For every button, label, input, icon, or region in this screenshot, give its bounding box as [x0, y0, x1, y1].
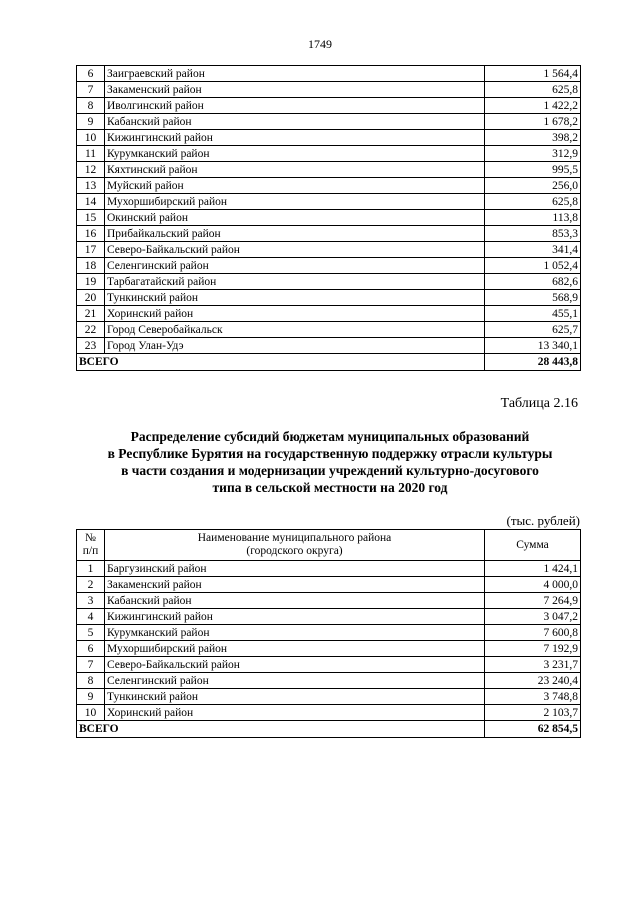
row-amount: 1 422,2 — [485, 98, 581, 114]
table-row — [77, 98, 581, 114]
row-district-name: Северо-Байкальский район — [105, 657, 485, 673]
row-number: 7 — [77, 657, 105, 673]
table-row — [77, 609, 581, 625]
title-line: типа в сельской местности на 2020 год — [212, 480, 448, 495]
table1-body — [77, 66, 581, 354]
row-amount: 13 340,1 — [485, 338, 581, 354]
title-line: Распределение субсидий бюджетам муниципальных образований — [130, 429, 530, 444]
row-amount: 995,5 — [485, 162, 581, 178]
row-district-name: Баргузинский район — [105, 561, 485, 577]
row-district-name: Селенгинский район — [105, 673, 485, 689]
row-district-name: Тарбагатайский район — [105, 274, 485, 290]
table-row — [77, 114, 581, 130]
header-name-line2: (городского округа) — [246, 545, 343, 557]
row-district-name: Селенгинский район — [105, 258, 485, 274]
table-row — [77, 561, 581, 577]
title-line: в Республике Бурятия на государственную поддержку отрасли культуры — [107, 446, 553, 461]
row-amount: 3 047,2 — [485, 609, 581, 625]
total-label: ВСЕГО — [77, 354, 485, 371]
row-number: 8 — [77, 673, 105, 689]
page-number: 1749 — [308, 37, 332, 51]
row-number: 15 — [77, 210, 105, 226]
row-amount: 398,2 — [485, 130, 581, 146]
row-district-name: Курумканский район — [105, 625, 485, 641]
row-amount: 256,0 — [485, 178, 581, 194]
row-district-name: Мухоршибирский район — [105, 641, 485, 657]
row-amount: 1 564,4 — [485, 66, 581, 82]
row-district-name: Тункинский район — [105, 689, 485, 705]
table-row — [77, 130, 581, 146]
row-amount: 568,9 — [485, 290, 581, 306]
total-label: ВСЕГО — [77, 721, 485, 738]
row-amount: 7 264,9 — [485, 593, 581, 609]
row-amount: 4 000,0 — [485, 577, 581, 593]
table-row — [77, 178, 581, 194]
row-amount: 682,6 — [485, 274, 581, 290]
header-sum: Сумма — [485, 530, 581, 561]
row-amount: 2 103,7 — [485, 705, 581, 721]
row-district-name: Кижингинский район — [105, 609, 485, 625]
row-number: 7 — [77, 82, 105, 98]
row-amount: 3 748,8 — [485, 689, 581, 705]
table-row — [77, 226, 581, 242]
row-district-name: Окинский район — [105, 210, 485, 226]
row-district-name: Прибайкальский район — [105, 226, 485, 242]
row-amount: 341,4 — [485, 242, 581, 258]
table-row — [77, 577, 581, 593]
row-district-name: Кабанский район — [105, 114, 485, 130]
row-number: 20 — [77, 290, 105, 306]
row-amount: 625,7 — [485, 322, 581, 338]
row-amount: 23 240,4 — [485, 673, 581, 689]
table1-total-row — [77, 354, 581, 371]
table-row — [77, 689, 581, 705]
row-number: 10 — [77, 130, 105, 146]
header-name-line1: Наименование муниципального района — [197, 532, 392, 544]
table-row — [77, 657, 581, 673]
row-number: 19 — [77, 274, 105, 290]
row-district-name: Курумканский район — [105, 146, 485, 162]
row-district-name: Заиграевский район — [105, 66, 485, 82]
row-amount: 455,1 — [485, 306, 581, 322]
title-line: в части создания и модернизации учреждений культурно-досугового — [121, 463, 539, 478]
table-row — [77, 338, 581, 354]
row-amount: 625,8 — [485, 194, 581, 210]
table-row — [77, 242, 581, 258]
row-number: 16 — [77, 226, 105, 242]
table-row — [77, 146, 581, 162]
row-district-name: Город Северобайкальск — [105, 322, 485, 338]
row-district-name: Кяхтинский район — [105, 162, 485, 178]
row-district-name: Северо-Байкальский район — [105, 242, 485, 258]
table-row — [77, 162, 581, 178]
row-number: 5 — [77, 625, 105, 641]
row-district-name: Тункинский район — [105, 290, 485, 306]
table-row — [77, 625, 581, 641]
table-row — [77, 210, 581, 226]
row-amount: 3 231,7 — [485, 657, 581, 673]
row-number: 8 — [77, 98, 105, 114]
row-amount: 7 192,9 — [485, 641, 581, 657]
table-row — [77, 82, 581, 98]
row-number: 6 — [77, 641, 105, 657]
table-title — [60, 428, 600, 496]
table-row — [77, 705, 581, 721]
row-district-name: Иволгинский район — [105, 98, 485, 114]
row-number: 1 — [77, 561, 105, 577]
table-row — [77, 306, 581, 322]
table2-header-row — [77, 530, 581, 561]
row-amount: 853,3 — [485, 226, 581, 242]
table-row — [77, 290, 581, 306]
row-district-name: Хоринский район — [105, 306, 485, 322]
row-district-name: Кабанский район — [105, 593, 485, 609]
row-number: 12 — [77, 162, 105, 178]
table-row — [77, 593, 581, 609]
table-row — [77, 194, 581, 210]
row-amount: 113,8 — [485, 210, 581, 226]
total-value: 62 854,5 — [485, 721, 581, 738]
row-district-name: Кижингинский район — [105, 130, 485, 146]
row-amount: 7 600,8 — [485, 625, 581, 641]
row-district-name: Закаменский район — [105, 577, 485, 593]
row-amount: 312,9 — [485, 146, 581, 162]
row-district-name: Мухоршибирский район — [105, 194, 485, 210]
row-number: 23 — [77, 338, 105, 354]
row-number: 22 — [77, 322, 105, 338]
row-number: 4 — [77, 609, 105, 625]
table-row — [77, 641, 581, 657]
table-label: Таблица 2.16 — [500, 396, 578, 411]
row-number: 10 — [77, 705, 105, 721]
row-district-name: Закаменский район — [105, 82, 485, 98]
row-amount: 625,8 — [485, 82, 581, 98]
subsidy-table-continued — [76, 65, 581, 371]
row-number: 11 — [77, 146, 105, 162]
row-number: 9 — [77, 689, 105, 705]
row-number: 13 — [77, 178, 105, 194]
total-value: 28 443,8 — [485, 354, 581, 371]
table-row — [77, 66, 581, 82]
row-district-name: Муйский район — [105, 178, 485, 194]
row-amount: 1 052,4 — [485, 258, 581, 274]
table-row — [77, 322, 581, 338]
row-number: 14 — [77, 194, 105, 210]
row-number: 21 — [77, 306, 105, 322]
row-number: 9 — [77, 114, 105, 130]
table-row — [77, 258, 581, 274]
row-district-name: Город Улан-Удэ — [105, 338, 485, 354]
table2-body — [77, 561, 581, 721]
row-number: 17 — [77, 242, 105, 258]
row-number: 6 — [77, 66, 105, 82]
table-row — [77, 274, 581, 290]
row-amount: 1 678,2 — [485, 114, 581, 130]
table-row — [77, 673, 581, 689]
header-num-line1: № — [85, 532, 96, 544]
header-name — [105, 530, 485, 561]
header-num — [77, 530, 105, 561]
row-number: 2 — [77, 577, 105, 593]
subsidy-table-2-16 — [76, 529, 581, 738]
header-num-line2: п/п — [82, 545, 99, 557]
row-amount: 1 424,1 — [485, 561, 581, 577]
row-number: 3 — [77, 593, 105, 609]
table2-total-row — [77, 721, 581, 738]
row-number: 18 — [77, 258, 105, 274]
units-label: (тыс. рублей) — [506, 513, 580, 528]
row-district-name: Хоринский район — [105, 705, 485, 721]
